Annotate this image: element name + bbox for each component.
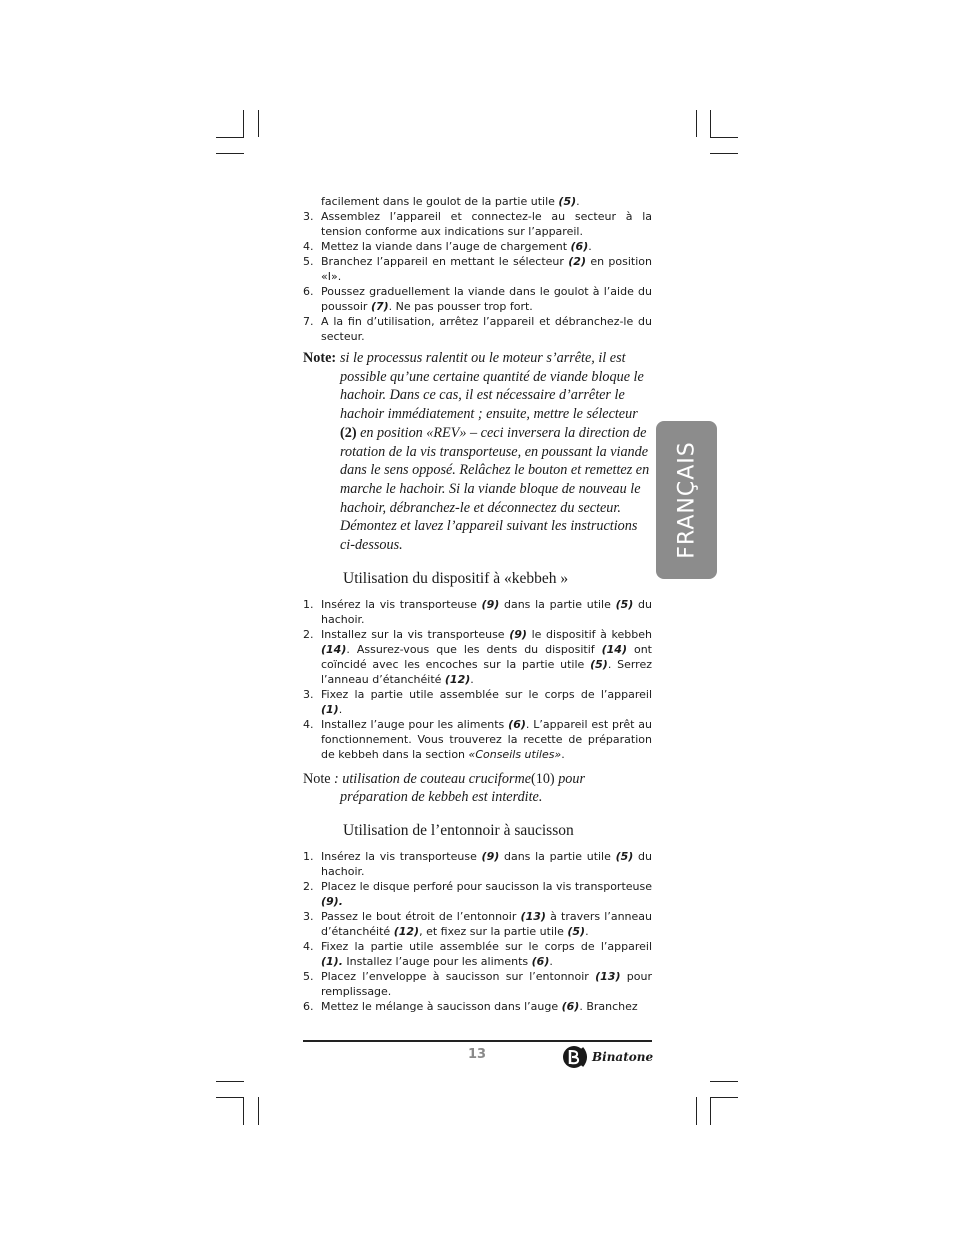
- brand-name: Binatone: [592, 1050, 654, 1064]
- crop-mark: [710, 1081, 738, 1082]
- list-item: 5. Placez l’enveloppe à saucisson sur l’entonnoir (13) pour remplissage.: [303, 970, 652, 999]
- note-label: Note:: [303, 350, 337, 366]
- crop-mark: [216, 153, 244, 154]
- list-item: 5. Branchez l’appareil en mettant le sélecteur (2) en position «I».: [303, 255, 652, 283]
- crop-mark: [710, 153, 738, 154]
- page-number: 13: [467, 1047, 487, 1062]
- crop-mark: [710, 137, 738, 138]
- list-item: 7. A la fin d’utilisation, arrêtez l’appareil et débranchez-le du secteur.: [303, 315, 652, 343]
- list-item: 6. Poussez graduellement la viande dans le goulot à l’aide du poussoir (7). Ne pas pousser trop fort.: [303, 285, 652, 313]
- brand-logo: [562, 1044, 653, 1070]
- crop-mark: [243, 110, 244, 137]
- page-content: [303, 194, 652, 1014]
- note-kebbeh: Note : utilisation de couteau cruciforme(10) pour préparation de kebbeh est interdite.: [303, 770, 586, 806]
- list-item: 3. Assemblez l’appareil et connectez-le au secteur à la tension conforme aux indications sur l’appareil.: [303, 210, 652, 238]
- language-tab-label: FRANÇAIS: [674, 441, 699, 559]
- note-label: Note: [303, 770, 331, 787]
- list-item: 4. Mettez la viande dans l’auge de chargement (6).: [303, 240, 592, 253]
- list-item: 1. Insérez la vis transporteuse (9) dans la partie utile (5) du hachoir.: [303, 850, 652, 879]
- crop-mark: [216, 1081, 244, 1082]
- crop-mark: [710, 1097, 738, 1098]
- list-item: 6. Mettez le mélange à saucisson dans l’auge (6). Branchez: [303, 1000, 638, 1014]
- crop-mark: [696, 1097, 697, 1125]
- crop-mark: [696, 110, 697, 137]
- list-item: 4. Fixez la partie utile assemblée sur le corps de l’appareil (1). Installez l’auge pour les aliments (6).: [303, 940, 652, 969]
- list-item: 4. Installez l’auge pour les aliments (6). L’appareil est prêt au fonctionnement. Vous trouverez la recette de préparation de kebbeh dans la section «Conseils utiles».: [303, 717, 652, 761]
- crop-mark: [258, 110, 259, 137]
- note-processing: Note: si le processus ralentit ou le moteur s’arrête, il est possible qu’une certaine quantité de viande bloque le hachoir. Dans ce cas, il est nécessaire d’arrêter le hachoir immédiatement ; ensuite, mettre le sélecteur (2) en position «REV» – ceci inversera la direction de rotation de la vis transporteuse, en poussant la viande dans le sens opposé. Relâchez le bouton et remettez en marche le hachoir. Si la viande bloque de nouveau le hachoir, débranchez-le et déconnectez du secteur. Démontez et lavez l’appareil suivant les instructions ci-dessous.: [303, 350, 650, 554]
- crop-mark: [258, 1097, 259, 1125]
- binatone-logo-icon: [562, 1045, 590, 1069]
- crop-mark: [216, 1097, 244, 1098]
- section-heading-saucisson: Utilisation de l’entonnoir à saucisson: [343, 822, 574, 840]
- language-tab: [656, 421, 717, 579]
- crop-mark: [216, 137, 244, 138]
- list-item: 3. Fixez la partie utile assemblée sur le corps de l’appareil (1).: [303, 687, 652, 716]
- list-item: 3. Passez le bout étroit de l’entonnoir (13) à travers l’anneau d’étanchéité (12), et fixez sur la partie utile (5).: [303, 910, 653, 939]
- footer-rule: [303, 1040, 652, 1042]
- list-item: 2. Placez le disque perforé pour saucisson la vis transporteuse (9).: [303, 880, 652, 909]
- crop-mark: [710, 1097, 711, 1125]
- list-item: 2. Installez sur la vis transporteuse (9) le dispositif à kebbeh (14). Assurez-vous que les dents du dispositif (14) ont coïncidé avec les encoches sur la partie utile (5). Serrez l’anneau d’étanchéité (12).: [303, 627, 652, 686]
- list-item-continuation: facilement dans le goulot de la partie utile (5).: [321, 195, 580, 208]
- crop-mark: [710, 110, 711, 137]
- section-heading-kebbeh: Utilisation du dispositif à «kebbeh »: [343, 569, 569, 587]
- list-item: 1. Insérez la vis transporteuse (9) dans la partie utile (5) du hachoir.: [303, 597, 652, 626]
- crop-mark: [243, 1097, 244, 1125]
